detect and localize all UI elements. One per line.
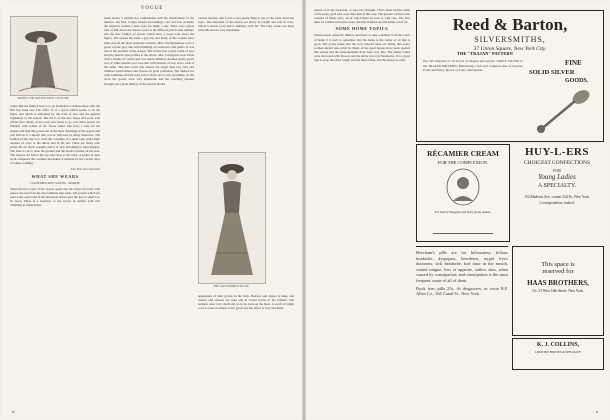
reed-address: 37 Union Square, New York City. — [473, 46, 547, 52]
recamier-signature — [433, 225, 493, 234]
reed-solid: SOLID SILVER — [529, 69, 575, 76]
running-head: VOGUE — [140, 6, 164, 11]
reed-sub: SILVERSMITHS, — [474, 35, 546, 44]
ad-huyler — [512, 144, 602, 240]
ad-collins — [512, 338, 604, 370]
huyler-address: 152 Madison Ave., corner 32d St., New York. — [524, 195, 590, 199]
right-folio: v — [596, 409, 598, 414]
huyler-specialty: A SPECIALTY. — [537, 183, 576, 189]
huyler-ladies: Young Ladies — [538, 173, 576, 181]
left-page — [2, 2, 302, 418]
ad-reed-barton — [416, 10, 604, 142]
reed-body: We call attention of all lovers of elegant and artistic TABLE SILVER to the TRAJAN PATTERN. Embracing a full and complete line of Spoons, Forks and fancy pieces of every description. — [423, 59, 523, 73]
haas-line1: This space is — [541, 261, 575, 268]
section-title: WHAT SHE WEARS — [31, 173, 79, 179]
reed-pattern: THE "TRAJAN" PATTERN — [457, 51, 513, 56]
right-col-text: turned of on the back hair, or was once thought. I have been told the same of the pretty girls who wear their hair in this way. The present careful toilet consists of many parts, all of which must be seen to with care. The face must be washed with pure water, the hair brushed and the hands cared for. SOME HOME TOPICS When people generally think it necessary to take a holiday from the cares of home it is well to remember that the home is the center of all that is good. The pretty house and the well ordered table are things that every woman should take pride in. Many of the great houses have been opened this season and the entertainments have been very fine. The dinner tables were decorated with flowers and the silver was very handsome. It is a good rule to keep the silver bright and the linen white, and the house in order. — [314, 8, 410, 63]
beecham-text: Beecham's pills are for biliousness, bilious headache, dyspepsia, heartburn, torpid liver, dizziness, sick headache, bad taste in the mouth, coated tongue, loss of appetite, sallow skin, when caused by constipation; and constipation is the most frequent cause of all of them. — [416, 250, 508, 283]
recamier-sub: FOR THE COMPLEXION. — [437, 160, 489, 165]
illustration-fashion-plate — [198, 152, 266, 284]
haas-line2: reserved for — [542, 268, 574, 275]
recamier-title: RÉCAMIER CREAM — [427, 149, 499, 158]
reed-goods: GOODS. — [565, 78, 589, 84]
illustration-winter-walk — [10, 16, 78, 96]
caption-figure-1: MODEL FOR WINTER WALK COSTUME — [17, 96, 69, 100]
reed-brand: Reed & Barton, — [452, 15, 568, 34]
spoon-icon — [533, 87, 593, 137]
haas-address: No. 53 West 16th Street, New York. — [532, 289, 584, 293]
ad-recamier — [416, 144, 510, 242]
lady-figure-icon — [199, 153, 265, 283]
huyler-corr: Correspondence invited. — [539, 201, 575, 206]
signature: The Duc de Charmeil — [70, 167, 100, 172]
huyler-for: FOR — [553, 168, 561, 173]
left-col-1: cades. But the fashion now is to go in Molier's costume more after the first has been run. The effect is of a gown which seems to fit the figure and which is enlivened by the scarf of lace and the general brightness of the season. The hat is of the new shape and worn well off the face. Many of the coats now made to go over these gowns are finished with collars of fur. These ladies who have a taste for the simple will find this gown one of the most charming of the season and will find in it a model that can be followed in many materials. The fashion of the day is to wear the costumes of a quiet tone with bright touches of color at the throat and in the hat. There are many who prefer the all black costume and it is very becoming to most figures. The skirt is cut to clear the ground and the bodice fastens on the side. The sleeves are full at the top and close at the wrist. A jacket of dark cloth completes the costume and makes it suitable for the coldest days of winter walking. The Duc de Charmeil WHAT SHE WEARS COSTUMES AND GOWNS - SEASON When the first week of the season opens and the tailors are busy with orders one sees how the new fashions take form. The gowns which are seen at the opera and in the afternoon drives give the key to what is to be worn. There is a tendency to the severe in outline with rich trimming in small detail. — [10, 104, 100, 208]
ad-beecham — [416, 246, 508, 407]
left-col-2: black moiré, a terribly hot combination with the thermometer in the nineties, but Mrs. Cruger looked exceedingly cool and was certainly the smartest woman I have seen for many a day. There was a great deal of talk about the dresses worn at the different places this summer and the new fashion of gowns which have a loose look about the figure. The season has been a gay one and many of the women have been seen in the most elaborate toilettes. Miss Van Rensselaer wore a gown of pale grey silk with trimming of cream lace and pearls. It was one of the prettiest of the season. The bodice had a deep collar of lace and the sleeves were puffed to the elbow. Mrs. Livingston wore black with a bonnet of violets and was much admired. Another pretty gown was of white muslin over rose silk with ribbons of rose and a sash of the same. The hats worn this season are larger than last year and trimmed with feathers and flowers in great profusion. The fashion for veils continues and the long veil of black net is very becoming. At the races the gowns were very handsome and the coaching parades brought out a great display of the newest modes. — [104, 16, 194, 86]
collins-desc: COUNTRY HOUSES & SPECIALTY — [534, 350, 582, 354]
right-page — [306, 2, 608, 418]
right-col-heading: SOME HOME TOPICS — [335, 26, 389, 32]
left-folio: iv — [12, 409, 16, 414]
figure-sketch-icon — [11, 17, 77, 95]
section-subtitle: COSTUMES AND GOWNS - SEASON — [30, 180, 80, 185]
recamier-note: For Sale by Druggists and fancy goods dealers. — [434, 210, 492, 214]
huyler-sub: CHOICEST CONFECTIONS — [523, 160, 591, 166]
huyler-title: HUY-L-ERS — [525, 146, 589, 158]
collins-name: K. J. COLLINS, — [536, 342, 580, 348]
left-col-4: appearance of their gowns in the back. Bodices and drapes is done, and trouser and sleeves are seen and in varied forms of the fashion. The bonnets were very small and worn far back on the head. A touch of bright color is seen on almost every gown and the effect is very charming. — [198, 294, 294, 311]
ad-haas — [512, 246, 604, 336]
left-col-3: a black mousse, and it was a very pretty thing to see as she came down the steps. The materials of the season are heavy in weight and rich in color. Velvet is much worn and is trimmed with fur. The long cloaks are lined with silk and are very handsome. — [198, 16, 294, 33]
beecham-book: Book free; pills 25c. At drugstores, or write B.F. Allen Co., 365 Canal St., New York. — [416, 285, 508, 297]
haas-name: HAAS BROTHERS, — [527, 279, 589, 287]
reed-fine: FINE — [565, 59, 582, 67]
caption-figure-2: THE LATE FASHION PLATE — [213, 284, 249, 288]
portrait-icon — [443, 167, 483, 207]
